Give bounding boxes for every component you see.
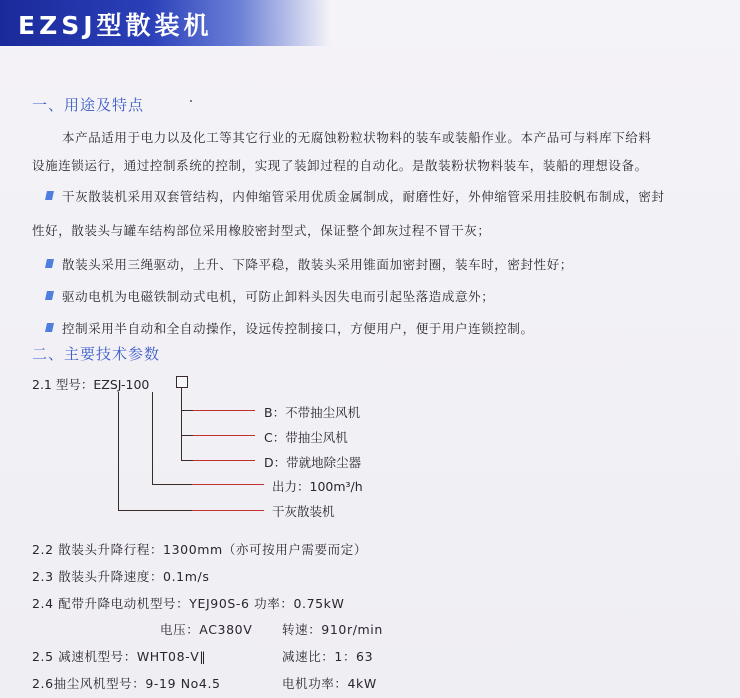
leader-capacity xyxy=(192,484,264,485)
param-2-4-voltage: 电压：AC380V xyxy=(160,622,253,637)
bullet-icon xyxy=(45,291,54,300)
param-2-6-power: 电机功率：4kW xyxy=(282,676,377,691)
tree-branch-c xyxy=(181,435,193,436)
leader-d xyxy=(193,460,255,461)
tree-line-suffix xyxy=(181,388,182,460)
tree-branch-b xyxy=(181,410,193,411)
param-2-4-speed: 转速：910r/min xyxy=(282,622,383,637)
tree-branch-name xyxy=(118,510,192,511)
param-2-3: 2.3 散装头升降速度：0.1m/s xyxy=(32,569,210,584)
feature-bullet-2: 散装头采用三绳驱动，上升、下降平稳，散装头采用锥面加密封圈，装车时，密封性好； xyxy=(62,257,573,272)
model-line: 2.1 型号：EZSJ-100 xyxy=(32,377,150,392)
feature-bullet-4: 控制采用半自动和全自动操作，设远传控制接口，方便用户，便于用户连锁控制。 xyxy=(62,321,534,336)
tree-branch-capacity xyxy=(152,484,192,485)
option-b: B：不带抽尘风机 xyxy=(264,405,361,420)
bullet-icon xyxy=(45,323,54,332)
model-suffix-box xyxy=(176,376,188,388)
leader-name xyxy=(192,510,264,511)
leader-b xyxy=(193,410,255,411)
feature-bullet-1: 干灰散装机采用双套管结构，内伸缩管采用优质金属制成，耐磨性好，外伸缩管采用挂胶帆布制成，密封 xyxy=(62,189,665,204)
title-band xyxy=(0,0,330,46)
intro-line-1: 本产品适用于电力以及化工等其它行业的无腐蚀粉粒状物料的装车或装船作业。本产品可与料库下给料 xyxy=(62,130,652,145)
speck xyxy=(190,100,192,102)
capacity: 出力：100m³/h xyxy=(272,479,363,494)
feature-bullet-3: 驱动电机为电磁铁制动式电机，可防止卸料头因失电而引起坠落造成意外； xyxy=(62,289,495,304)
section-heading-params: 二、主要技术参数 xyxy=(32,345,161,363)
param-2-5-ratio: 减速比：1：63 xyxy=(282,649,374,664)
page-title: EZSJ型散装机 xyxy=(18,11,213,40)
intro-line-2: 设施连锁运行，通过控制系统的控制，实现了装卸过程的自动化。是散装粉状物料装车，装船的理想设备。 xyxy=(32,158,648,173)
machine-name: 干灰散装机 xyxy=(272,504,335,519)
bullet-icon xyxy=(45,259,54,268)
param-2-5: 2.5 减速机型号：WHT08-Ⅴ‖ xyxy=(32,649,207,664)
leader-c xyxy=(193,435,255,436)
feature-bullet-1-continued: 性好，散装头与罐车结构部位采用橡胶密封型式，保证整个卸灰过程不冒干灰； xyxy=(32,223,491,238)
param-2-6: 2.6抽尘风机型号：9-19 No4.5 xyxy=(32,676,221,691)
tree-line-capacity xyxy=(152,392,153,484)
section-heading-usage: 一、用途及特点 xyxy=(32,96,145,114)
option-d: D：带就地除尘器 xyxy=(264,455,362,470)
bullet-icon xyxy=(45,191,54,200)
param-2-4: 2.4 配带升降电动机型号：YEJ90S-6 功率：0.75kW xyxy=(32,596,345,611)
option-c: C：带抽尘风机 xyxy=(264,430,348,445)
tree-line-name xyxy=(118,392,119,510)
tree-branch-d xyxy=(181,460,193,461)
param-2-2: 2.2 散装头升降行程：1300mm（亦可按用户需要而定） xyxy=(32,542,367,557)
